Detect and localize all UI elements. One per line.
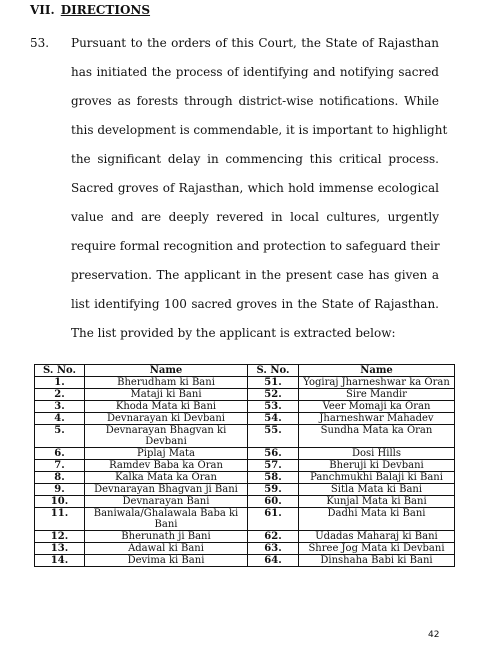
table-cell-sno: 12. [35, 531, 85, 543]
paragraph-line: this development is commendable, it is important to highlight [71, 123, 448, 137]
table-cell-name: Kalka Mata ka Oran [85, 472, 248, 484]
paragraph-line: The list provided by the applicant is extracted below: [71, 326, 396, 340]
table-cell-name: Adawal ki Bani [85, 543, 248, 555]
header-sno: S. No. [35, 365, 85, 377]
table-cell-name: Devnarayan Bani [85, 496, 248, 508]
table-cell-name: Shree Jog Mata ki Devbani [299, 543, 455, 555]
table-cell-name: Bherunath ji Bani [85, 531, 248, 543]
table-cell-sno: 55. [248, 425, 299, 448]
table-cell-sno: 9. [35, 484, 85, 496]
header-name: Name [299, 365, 455, 377]
table-row [35, 389, 455, 401]
paragraph-line: the significant delay in commencing this critical process. [71, 152, 439, 166]
table-cell-name: Udadas Maharaj ki Bani [299, 531, 455, 543]
table-cell-name: Devnarayan Bhagvan ji Bani [85, 484, 248, 496]
table-cell-sno: 11. [35, 508, 85, 531]
table-row [35, 472, 455, 484]
table-cell-sno: 61. [248, 508, 299, 531]
table-cell-sno: 53. [248, 401, 299, 413]
paragraph-line: Pursuant to the orders of this Court, the State of Rajasthan [71, 36, 439, 50]
table-cell-sno: 3. [35, 401, 85, 413]
table-cell-sno: 6. [35, 448, 85, 460]
table-cell-sno: 62. [248, 531, 299, 543]
section-title: DIRECTIONS [60, 3, 151, 17]
table-row [35, 448, 455, 460]
table-cell-name: Dadhi Mata ki Bani [299, 508, 455, 531]
table-cell-sno: 13. [35, 543, 85, 555]
table-cell-sno: 7. [35, 460, 85, 472]
table-cell-sno: 59. [248, 484, 299, 496]
header-sno: S. No. [248, 365, 299, 377]
table-row [35, 413, 455, 425]
table-row [35, 460, 455, 472]
paragraph-number: 53. [30, 36, 50, 50]
table-cell-sno: 60. [248, 496, 299, 508]
table-cell-name: Yogiraj Jharneshwar ka Oran [299, 377, 455, 389]
table-cell-sno: 4. [35, 413, 85, 425]
table-cell-sno: 63. [248, 543, 299, 555]
table-cell-sno: 58. [248, 472, 299, 484]
table-cell-name: Bherudham ki Bani [85, 377, 248, 389]
table-cell-sno: 56. [248, 448, 299, 460]
table-row [35, 484, 455, 496]
table-cell-sno: 8. [35, 472, 85, 484]
paragraph-line: has initiated the process of identifying and notifying sacred [71, 65, 439, 79]
sacred-groves-table [34, 364, 455, 567]
table-row [35, 555, 455, 567]
paragraph-line: list identifying 100 sacred groves in the State of Rajasthan. [71, 297, 439, 311]
table-cell-name: Sire Mandir [299, 389, 455, 401]
table-cell-name: Bheruji ki Devbani [299, 460, 455, 472]
table-cell-name: Panchmukhi Balaji ki Bani [299, 472, 455, 484]
table-cell-sno: 14. [35, 555, 85, 567]
table-cell-name: Devima ki Bani [85, 555, 248, 567]
table-cell-name: Kunjal Mata ki Bani [299, 496, 455, 508]
table-cell-sno: 5. [35, 425, 85, 448]
table-cell-sno: 51. [248, 377, 299, 389]
table-cell-name: Devnarayan Bhagvan ki Devbani [85, 425, 248, 448]
table-cell-name: Sitla Mata ki Bani [299, 484, 455, 496]
table-cell-name: Jharneshwar Mahadev [299, 413, 455, 425]
paragraph-line: require formal recognition and protection to safeguard their [71, 239, 440, 253]
section-heading [30, 3, 150, 17]
table-row [35, 401, 455, 413]
table-row [35, 531, 455, 543]
table-cell-name: Devnarayan ki Devbani [85, 413, 248, 425]
table-cell-sno: 1. [35, 377, 85, 389]
table-row [35, 496, 455, 508]
table-cell-name: Baniwala/Ghalawala Baba ki Bani [85, 508, 248, 531]
table-cell-sno: 64. [248, 555, 299, 567]
paragraph-line: value and are deeply revered in local cultures, urgently [71, 210, 439, 224]
table-cell-name: Ramdev Baba ka Oran [85, 460, 248, 472]
table-row [35, 425, 455, 448]
section-number: VII. [30, 3, 55, 17]
table-header-row [35, 365, 455, 377]
table-cell-sno: 57. [248, 460, 299, 472]
table-row [35, 377, 455, 389]
table-cell-name: Veer Momaji ka Oran [299, 401, 455, 413]
table-cell-name: Dinshaha Babi ki Bani [299, 555, 455, 567]
paragraph-line: preservation. The applicant in the present case has given a [71, 268, 439, 282]
table-row [35, 543, 455, 555]
table-row [35, 508, 455, 531]
table-cell-name: Dosi Hills [299, 448, 455, 460]
paragraph-line: groves as forests through district-wise notifications. While [71, 94, 439, 108]
table-cell-sno: 10. [35, 496, 85, 508]
table-cell-sno: 2. [35, 389, 85, 401]
table-cell-sno: 52. [248, 389, 299, 401]
table-cell-sno: 54. [248, 413, 299, 425]
table-cell-name: Sundha Mata ka Oran [299, 425, 455, 448]
page-number: 42 [428, 630, 440, 640]
table-cell-name: Khoda Mata ki Bani [85, 401, 248, 413]
header-name: Name [85, 365, 248, 377]
paragraph-line: Sacred groves of Rajasthan, which hold immense ecological [71, 181, 439, 195]
table-cell-name: Mataji ki Bani [85, 389, 248, 401]
table-cell-name: Piplaj Mata [85, 448, 248, 460]
